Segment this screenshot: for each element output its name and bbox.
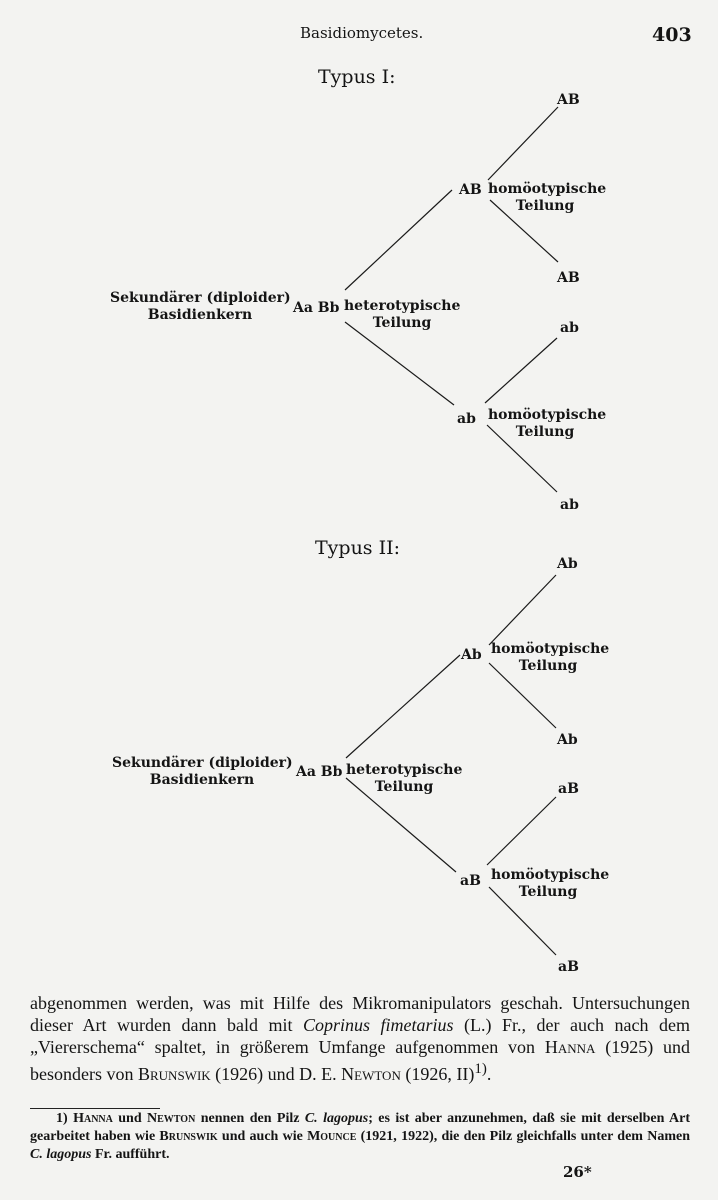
typus-2-upper-homo-line1: homöotypische (491, 641, 610, 657)
fn-text-3: ; es ist aber anzunehmen, daß sie mit derselben Art gearbeitet haben wie (30, 1111, 690, 1144)
typus-2-leaf-3: aB (558, 781, 579, 797)
typus-2-upper-genotype: Ab (461, 647, 482, 663)
typus-2-lower-homo-line1: homöotypische (491, 867, 610, 883)
typus-2-leaf-1: Ab (557, 556, 578, 572)
typus-1-upper-homo-line1: homöotypische (488, 181, 607, 197)
footnote-ref[interactable]: 1) (474, 1061, 487, 1077)
typus-2-upper-homoeotypic-division (491, 641, 610, 675)
signature-mark: 26* (563, 1163, 592, 1181)
typus-2-lower-genotype: aB (460, 873, 481, 889)
body-text-2: (L.) Fr., der auch nach dem „Viererschema“ spaltet, in größerem Umfange aufgenommen von (30, 1015, 690, 1057)
t2-line-root-upper (346, 655, 460, 758)
t2-line-upper-leaf1 (489, 575, 556, 645)
typus-1-upper-homoeotypic-division (488, 181, 607, 215)
fn-author-brunswik: Brunswik (159, 1129, 218, 1144)
fn-text-1: und (112, 1111, 148, 1126)
typus-2-heterotypic-division (346, 762, 462, 796)
typus-2-hetero-line2: Teilung (374, 779, 434, 795)
typus-1-leaf-1: AB (557, 92, 580, 108)
fn-text-2: nennen den Pilz (195, 1111, 305, 1126)
fn-text-4: und auch wie (217, 1129, 308, 1144)
typus-1-leaf-4: ab (560, 497, 579, 513)
fn-species-2: C. lagopus (30, 1147, 92, 1162)
typus-1-hetero-line1: heterotypische (344, 298, 461, 314)
typus-2-root-genotype: Aa Bb (296, 764, 343, 780)
author-hanna: Hanna (544, 1037, 596, 1057)
fn-author-mounce: Mounce (307, 1129, 357, 1144)
typus-1-lower-homo-line1: homöotypische (488, 407, 607, 423)
typus-1-lower-genotype: ab (457, 411, 476, 427)
typus-2-lower-homoeotypic-division (491, 867, 610, 901)
author-newton: Newton (341, 1064, 401, 1084)
typus-1-lower-homoeotypic-division (488, 407, 607, 441)
typus-2-title: Typus II: (315, 537, 401, 559)
typus-2-lower-homo-line2: Teilung (518, 884, 578, 900)
typus-1-lower-homo-line2: Teilung (515, 424, 575, 440)
typus-2-leaf-4: aB (558, 959, 579, 975)
fn-author-newton: Newton (147, 1111, 196, 1126)
fn-text-5: (1921, 1922), die den Pilz gleichfalls unter dem Namen (356, 1129, 690, 1144)
author-brunswik: Brunswik (137, 1064, 211, 1084)
typus-1-leaf-2: AB (557, 270, 580, 286)
t1-line-upper-leaf1 (488, 107, 558, 180)
footnote-marker: 1) (56, 1111, 74, 1126)
typus-2-nucleus-label (112, 755, 292, 789)
t1-line-root-upper (345, 190, 452, 290)
t1-line-lower-leaf3 (485, 338, 557, 403)
typus-1-nucleus-label-line2: Basidienkern (147, 307, 253, 323)
typus-2-hetero-line1: heterotypische (346, 762, 463, 778)
running-title: Basidiomycetes. (300, 24, 424, 42)
body-text-3: (1925) und besonders von (30, 1037, 690, 1084)
body-text-4: (1926) und D. E. (210, 1064, 342, 1084)
body-paragraph (30, 992, 690, 1085)
typus-2-upper-homo-line2: Teilung (518, 658, 578, 674)
typus-1-heterotypic-division (344, 298, 460, 332)
footnote-rule (30, 1108, 160, 1109)
footnote (30, 1110, 690, 1164)
typus-1-upper-homo-line2: Teilung (515, 198, 575, 214)
typus-2-leaf-2: Ab (557, 732, 578, 748)
page-number: 403 (652, 24, 692, 46)
typus-2-nucleus-label-line2: Basidienkern (149, 772, 255, 788)
body-text-6: . (486, 1064, 492, 1084)
typus-1-nucleus-label-line1: Sekundärer (diploider) (110, 290, 291, 306)
typus-1-hetero-line2: Teilung (372, 315, 432, 331)
t1-line-root-lower (345, 322, 454, 405)
fn-text-6: Fr. aufführt. (91, 1147, 170, 1162)
species-name: Coprinus fimetarius (302, 1015, 454, 1035)
typus-1-leaf-3: ab (560, 320, 579, 336)
typus-1-upper-genotype: AB (459, 182, 482, 198)
t2-line-lower-leaf3 (487, 797, 556, 865)
body-text-5: (1926, II) (400, 1064, 475, 1084)
typus-1-title: Typus I: (318, 66, 396, 88)
fn-author-hanna: Hanna (73, 1111, 113, 1126)
typus-2-nucleus-label-line1: Sekundärer (diploider) (112, 755, 293, 771)
typus-1-nucleus-label (110, 290, 290, 324)
fn-species-1: C. lagopus (304, 1111, 369, 1126)
typus-1-root-genotype: Aa Bb (293, 300, 340, 316)
body-text-1: abgenommen werden, was mit Hilfe des Mikromanipulators geschah. Untersuchungen dieser Art wurden dann bald mit (30, 993, 690, 1035)
